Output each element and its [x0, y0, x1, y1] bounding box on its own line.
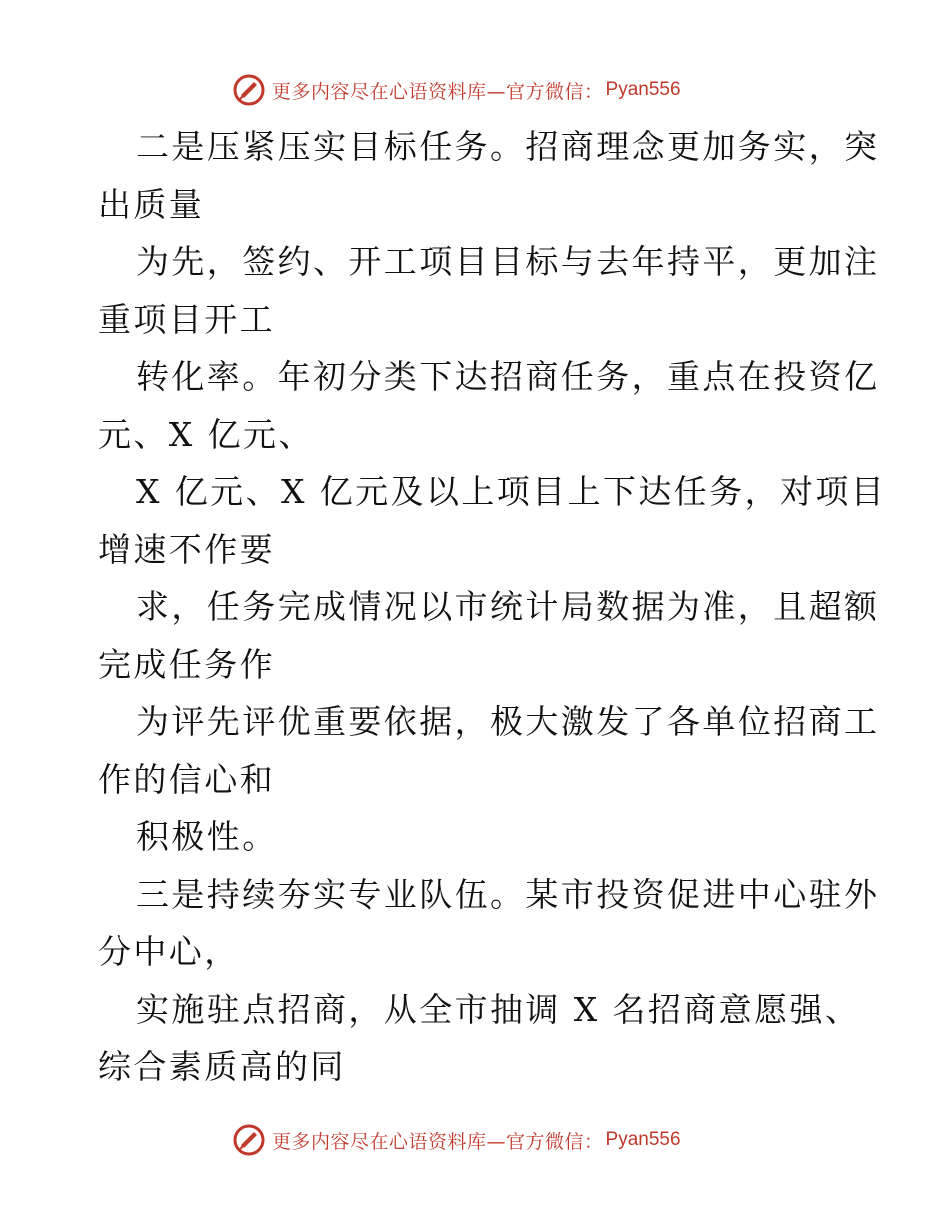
logo-icon	[232, 1123, 266, 1157]
text-line: 出质量	[98, 184, 205, 224]
text-line: 实施驻点招商，从全市抽调 X 名招商意愿强、	[136, 989, 861, 1029]
logo-icon	[232, 73, 266, 107]
text-line: 二是压紧压实目标任务。招商理念更加务实，突	[136, 127, 880, 166]
text-line: 作的信心和	[98, 759, 275, 799]
text-line: X 亿元、X 亿元及以上项目上下达任务，对项目	[136, 472, 887, 511]
text-line: 积极性。	[136, 817, 278, 856]
watermark-text: 更多内容尽在心语资料库—官方微信：	[272, 1130, 604, 1153]
text-line: 为先，签约、开工项目目标与去年持平，更加注	[136, 242, 880, 281]
footer-watermark	[232, 1122, 681, 1158]
document-body	[98, 118, 887, 1096]
text-line: 综合素质高的同	[98, 1047, 346, 1086]
text-line: 为评先评优重要依据，极大激发了各单位招商工	[136, 702, 880, 741]
watermark-id: Pyan556	[605, 1129, 681, 1150]
text-line: 三是持续夯实专业队伍。某市投资促进中心驻外	[136, 874, 880, 914]
text-line: 完成任务作	[98, 644, 275, 684]
header-watermark	[232, 72, 681, 108]
text-line: 转化率。年初分类下达招商任务，重点在投资亿	[136, 357, 880, 396]
text-line: 求，任务完成情况以市统计局数据为准，且超额	[136, 587, 880, 626]
watermark-id: Pyan556	[605, 79, 681, 100]
text-line: 重项目开工	[98, 299, 275, 339]
text-line: 分中心，	[98, 932, 240, 971]
watermark-text: 更多内容尽在心语资料库—官方微信：	[272, 80, 604, 103]
text-line: 增速不作要	[98, 529, 275, 569]
text-line: 元、X 亿元、	[98, 414, 314, 454]
